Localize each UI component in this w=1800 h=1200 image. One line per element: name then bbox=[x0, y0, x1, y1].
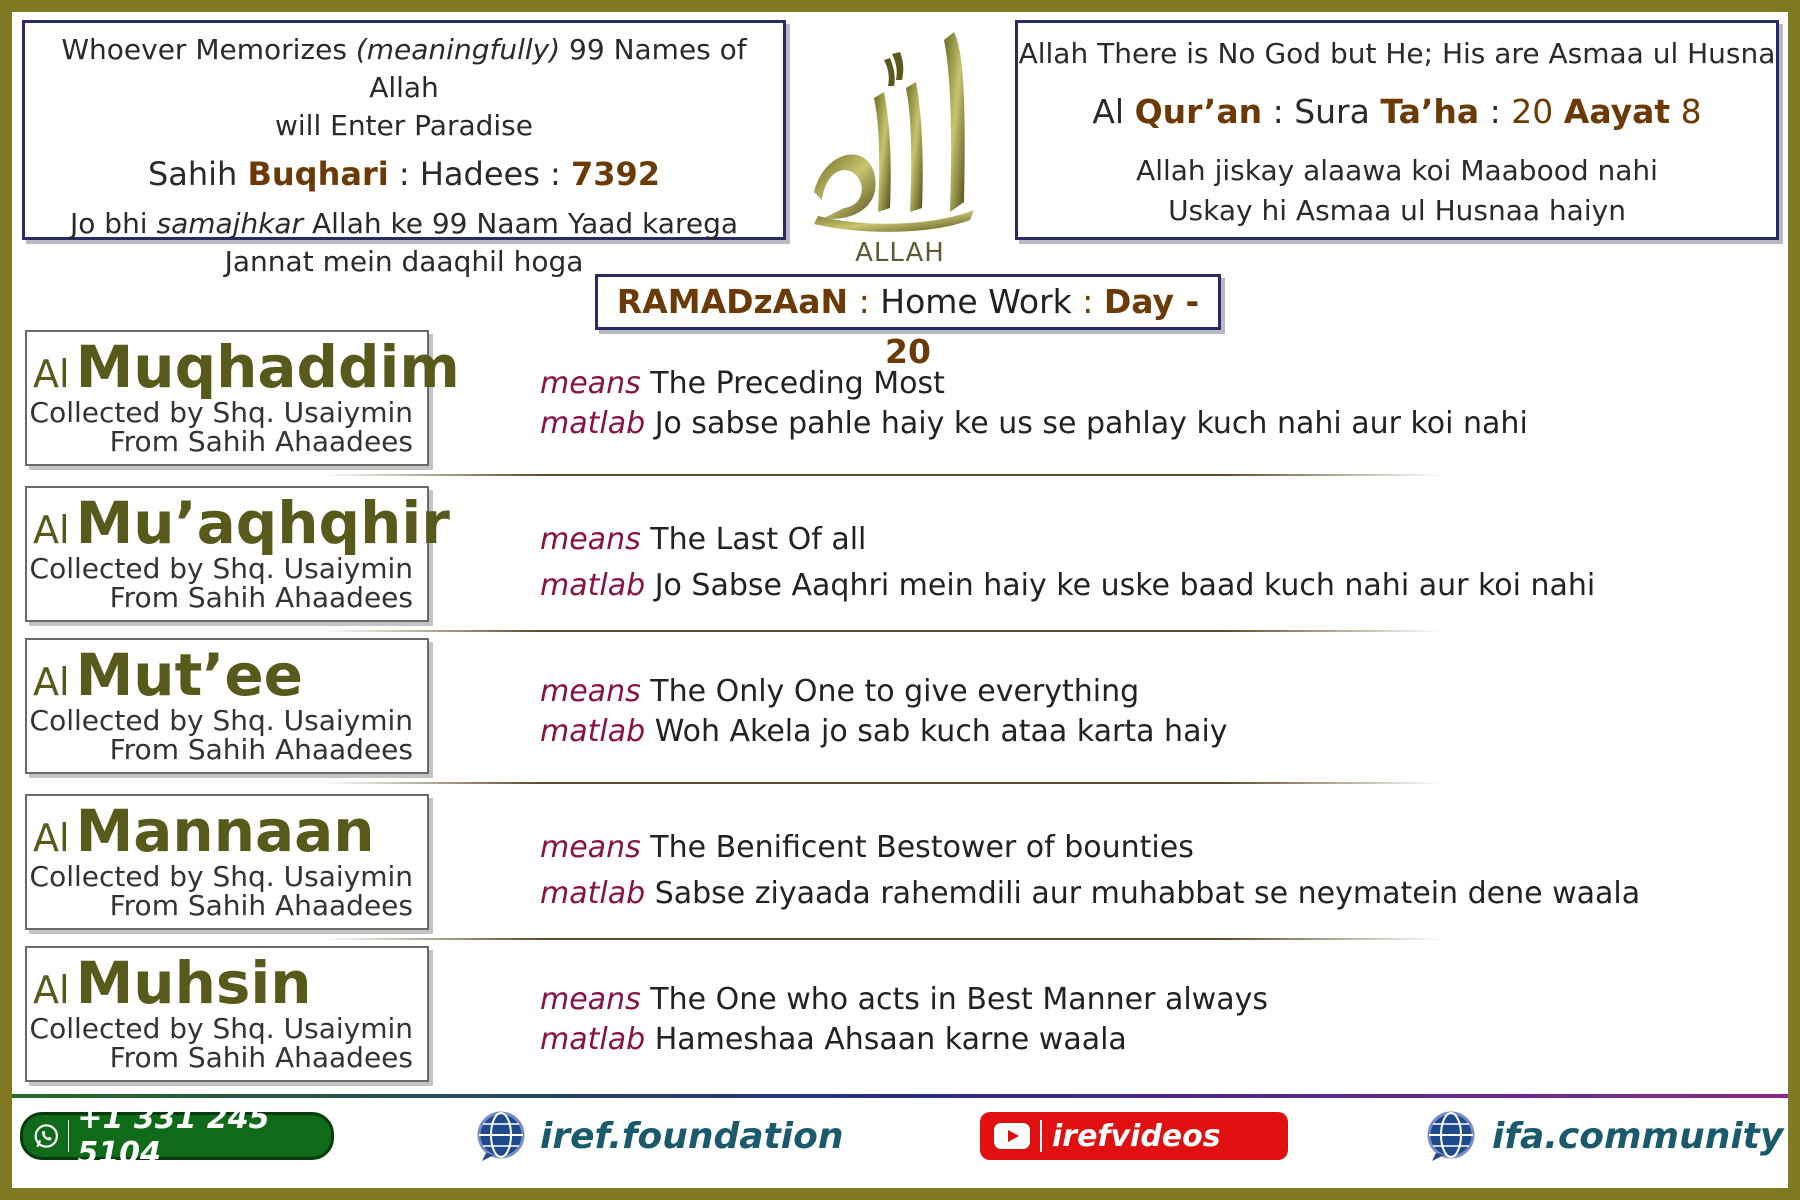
row-divider bbox=[322, 630, 1442, 632]
matlab-text: Jo sabse pahle haiy ke us se pahlay kuch nahi aur koi nahi bbox=[654, 406, 1528, 441]
means-text: The One who acts in Best Manner always bbox=[650, 982, 1268, 1017]
collected-line: Collected by Shq. Usaiymin bbox=[29, 704, 413, 737]
matlab-keyword: matlab bbox=[540, 568, 646, 603]
globe-chat-icon bbox=[1424, 1109, 1478, 1163]
name-text: Mu’aqhqhir bbox=[75, 489, 450, 557]
text: 99 Names of Allah bbox=[369, 33, 747, 104]
row-divider bbox=[322, 474, 1442, 476]
meaning-urdu bbox=[540, 876, 1640, 911]
means-keyword: means bbox=[540, 674, 641, 709]
meaning-english bbox=[540, 522, 866, 557]
text: Qur’an bbox=[1134, 92, 1263, 131]
collected-line: Collected by Shq. Usaiymin bbox=[29, 396, 413, 429]
al-prefix: Al bbox=[33, 968, 70, 1012]
al-prefix: Al bbox=[33, 352, 70, 396]
separator bbox=[1040, 1120, 1042, 1152]
matlab-keyword: matlab bbox=[540, 406, 646, 441]
means-keyword: means bbox=[540, 522, 641, 557]
text: Whoever Memorizes bbox=[61, 33, 356, 66]
globe-chat-icon bbox=[474, 1109, 528, 1163]
name-card bbox=[25, 638, 429, 774]
means-text: The Only One to give everything bbox=[650, 674, 1140, 709]
hadees-line1 bbox=[25, 31, 783, 107]
collected-line: Collected by Shq. Usaiymin bbox=[29, 552, 413, 585]
phone-number: +1 331 245 5104 bbox=[77, 1101, 270, 1171]
meaning-urdu bbox=[540, 1022, 1127, 1057]
source-line: From Sahih Ahaadees bbox=[109, 1041, 413, 1074]
site-ifa: ifa.community bbox=[1492, 1115, 1784, 1157]
collected-by bbox=[30, 862, 413, 920]
name-card bbox=[25, 486, 450, 622]
meaning-urdu bbox=[540, 568, 1595, 603]
whatsapp-pill[interactable] bbox=[20, 1101, 334, 1171]
text: Jo bhi bbox=[70, 207, 157, 240]
name-card bbox=[25, 946, 429, 1082]
text: Al bbox=[1092, 92, 1135, 131]
text: : Sura bbox=[1262, 92, 1381, 131]
means-keyword: means bbox=[540, 830, 641, 865]
matlab-text: Sabse ziyaada rahemdili aur muhabbat se neymatein dene waala bbox=[654, 876, 1641, 911]
urdu-line1 bbox=[25, 205, 783, 243]
book-name: Buqhari bbox=[247, 155, 389, 193]
matlab-text: Hameshaa Ahsaan karne waala bbox=[654, 1022, 1127, 1057]
al-prefix: Al bbox=[33, 508, 70, 552]
source-line: From Sahih Ahaadees bbox=[109, 733, 413, 766]
means-keyword: means bbox=[540, 982, 641, 1017]
collected-by bbox=[30, 1014, 413, 1072]
text: : bbox=[848, 282, 881, 321]
youtube-icon bbox=[994, 1123, 1030, 1149]
matlab-keyword: matlab bbox=[540, 876, 646, 911]
homework-title bbox=[595, 274, 1221, 371]
text: Home Work bbox=[880, 282, 1072, 321]
separator bbox=[68, 1120, 70, 1152]
meaning-english bbox=[540, 830, 1194, 865]
hadees-box bbox=[22, 20, 786, 278]
collected-by bbox=[30, 706, 413, 764]
youtube-pill[interactable] bbox=[980, 1112, 1288, 1160]
text: samajhkar bbox=[156, 207, 304, 240]
poster bbox=[12, 12, 1788, 1188]
text: Allah ke 99 Naam Yaad karega bbox=[303, 207, 738, 240]
quran-reference bbox=[1018, 87, 1776, 137]
ifa-community-link[interactable] bbox=[1424, 1112, 1783, 1160]
text: : bbox=[1071, 282, 1104, 321]
quran-urdu1: Allah jiskay alaawa koi Maabood nahi bbox=[1136, 154, 1658, 187]
collected-by bbox=[30, 398, 413, 456]
al-prefix: Al bbox=[33, 816, 70, 860]
name-text: Mut’ee bbox=[75, 641, 304, 709]
footer-divider bbox=[12, 1094, 1788, 1098]
allah-calligraphy-icon bbox=[804, 22, 994, 242]
name-text: Muqhaddim bbox=[75, 333, 460, 401]
text: : Hadees : bbox=[388, 155, 571, 193]
matlab-text: Woh Akela jo sab kuch ataa karta haiy bbox=[654, 714, 1228, 749]
collected-line: Collected by Shq. Usaiymin bbox=[29, 1012, 413, 1045]
matlab-keyword: matlab bbox=[540, 714, 646, 749]
text: RAMADzAaN bbox=[616, 282, 849, 321]
site-iref: iref.foundation bbox=[540, 1115, 844, 1157]
name-text: Muhsin bbox=[75, 949, 312, 1017]
text: (meaningfully) bbox=[355, 33, 561, 66]
iref-foundation-link[interactable] bbox=[474, 1112, 844, 1160]
quran-urdu2: Uskay hi Asmaa ul Husnaa haiyn bbox=[1168, 194, 1626, 227]
source-line: From Sahih Ahaadees bbox=[109, 581, 413, 614]
means-keyword: means bbox=[540, 366, 641, 401]
allah-label: ALLAH bbox=[855, 238, 945, 268]
sura-name: Ta’ha bbox=[1380, 92, 1480, 131]
text: Sahih bbox=[147, 155, 248, 193]
meaning-urdu bbox=[540, 714, 1228, 749]
name-card bbox=[25, 330, 460, 466]
name-text: Mannaan bbox=[75, 797, 375, 865]
name-card bbox=[25, 794, 429, 930]
collected-by bbox=[30, 554, 413, 612]
al-prefix: Al bbox=[33, 660, 70, 704]
matlab-keyword: matlab bbox=[540, 1022, 646, 1057]
source-line: From Sahih Ahaadees bbox=[109, 425, 413, 458]
quran-box bbox=[1015, 20, 1779, 240]
hadees-line2: will Enter Paradise bbox=[274, 109, 533, 142]
meaning-urdu bbox=[540, 406, 1528, 441]
meaning-english bbox=[540, 366, 945, 401]
aayat-number: 8 bbox=[1680, 92, 1702, 131]
text: Aayat bbox=[1563, 92, 1671, 131]
hadees-number: 7392 bbox=[570, 155, 661, 193]
means-text: The Preceding Most bbox=[650, 366, 945, 401]
meaning-english bbox=[540, 674, 1139, 709]
whatsapp-icon bbox=[33, 1121, 60, 1151]
source-line: From Sahih Ahaadees bbox=[109, 889, 413, 922]
youtube-channel: irefvideos bbox=[1052, 1118, 1221, 1154]
collected-line: Collected by Shq. Usaiymin bbox=[29, 860, 413, 893]
day-number: Day - 20 bbox=[885, 282, 1200, 371]
meaning-english bbox=[540, 982, 1268, 1017]
urdu-line2: Jannat mein daaqhil hoga bbox=[224, 245, 584, 278]
sura-number: 20 bbox=[1511, 92, 1554, 131]
row-divider bbox=[322, 782, 1442, 784]
row-divider bbox=[322, 938, 1442, 940]
quran-line1: Allah There is No God but He; His are Asmaa ul Husna bbox=[1018, 37, 1776, 70]
matlab-text: Jo Sabse Aaqhri mein haiy ke uske baad kuch nahi aur koi nahi bbox=[654, 568, 1596, 603]
means-text: The Benificent Bestower of bounties bbox=[650, 830, 1194, 865]
text: : bbox=[1479, 92, 1512, 131]
hadees-source bbox=[25, 151, 783, 197]
means-text: The Last Of all bbox=[650, 522, 867, 557]
